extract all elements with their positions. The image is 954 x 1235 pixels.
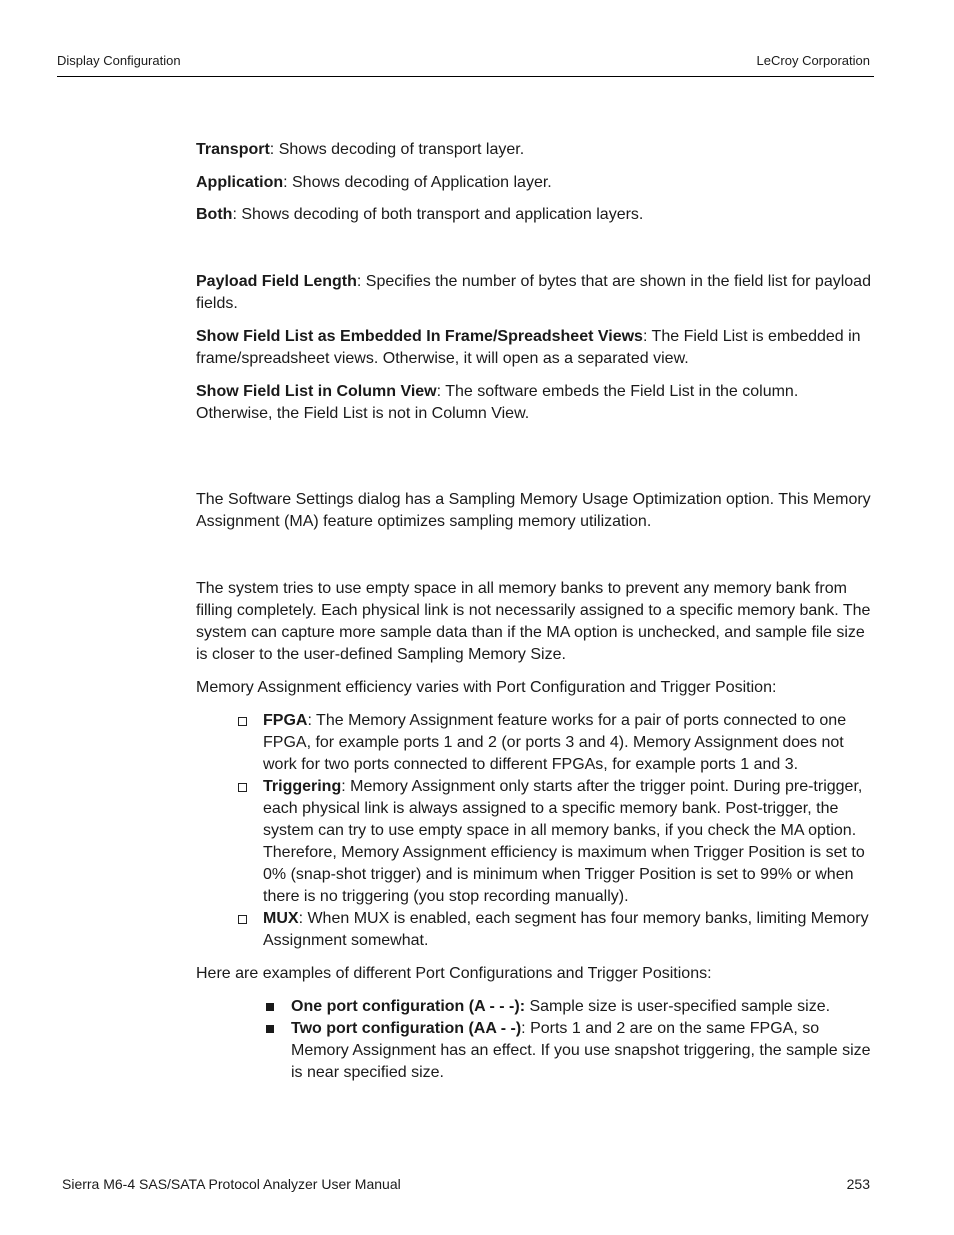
checkbox-bullet-icon: [238, 915, 247, 924]
page-header: [57, 52, 874, 77]
system-paragraph: The system tries to use empty space in all memory banks to prevent any memory bank from filling completely. Each physical link is not necessarily assigned to a specific memory bank. The system can capture more sample data than if the MA option is unchecked, and sample file size is closer to the user-defined Sampling Memory Size.: [196, 580, 871, 663]
checkbox-bullet-icon: [238, 783, 247, 792]
decoding-transport: Transport: Shows decoding of transport layer.: [196, 141, 525, 158]
footer-manual-title: Sierra M6-4 SAS/SATA Protocol Analyzer User Manual: [62, 1176, 401, 1192]
list-item: Two port configuration (AA - -): Ports 1 and 2 are on the same FPGA, so Memory Assignment has an effect. If you use snapshot triggering, the sample size is near specified size.: [196, 1018, 876, 1084]
option-payload-field-length: Payload Field Length: Specifies the number of bytes that are shown in the field list for payload fields.: [196, 273, 871, 312]
efficiency-list: [196, 710, 876, 952]
decoding-both: Both: Shows decoding of both transport and application layers.: [196, 206, 644, 223]
square-bullet-icon: [266, 1025, 274, 1033]
list-item: Triggering: Memory Assignment only starts after the trigger point. During pre-trigger, each physical link is always assigned to a specific memory bank. Post-trigger, the system can try to use empty space in all memory banks, if you check the MA option. Therefore, Memory Assignment efficiency is maximum when Trigger Position is set to 0% (snap-shot trigger) and is minimum when Trigger Position is set to 99% or when there is no triggering (you stop recording manually).: [196, 776, 876, 908]
list-item: MUX: When MUX is enabled, each segment has four memory banks, limiting Memory Assignment somewhat.: [196, 908, 876, 952]
list-item: FPGA: The Memory Assignment feature works for a pair of ports connected to one FPGA, for example ports 1 and 2 (or ports 3 and 4). Memory Assignment does not work for two ports connected to different FPGAs, for example ports 1 and 3.: [196, 710, 876, 776]
page-content: [196, 139, 876, 1084]
header-section-title: Display Configuration: [57, 53, 181, 68]
efficiency-paragraph: Memory Assignment efficiency varies with Port Configuration and Trigger Position:: [196, 679, 777, 696]
list-item: One port configuration (A - - -): Sample size is user-specified sample size.: [196, 996, 876, 1018]
header-company: LeCroy Corporation: [756, 53, 870, 68]
decoding-application: Application: Shows decoding of Application layer.: [196, 174, 552, 191]
intro-paragraph: The Software Settings dialog has a Sampling Memory Usage Optimization option. This Memory Assignment (MA) feature optimizes sampling memory utilization.: [196, 491, 871, 530]
examples-list: [196, 996, 876, 1084]
checkbox-bullet-icon: [238, 717, 247, 726]
option-embedded-field-list: Show Field List as Embedded In Frame/Spreadsheet Views: The Field List is embedded in frame/spreadsheet views. Otherwise, it will open as a separated view.: [196, 328, 861, 367]
examples-paragraph: Here are examples of different Port Configurations and Trigger Positions:: [196, 965, 712, 982]
square-bullet-icon: [266, 1003, 274, 1011]
page-number: 253: [846, 1176, 870, 1192]
option-column-view: Show Field List in Column View: The software embeds the Field List in the column. Otherwise, the Field List is not in Column View.: [196, 383, 799, 422]
